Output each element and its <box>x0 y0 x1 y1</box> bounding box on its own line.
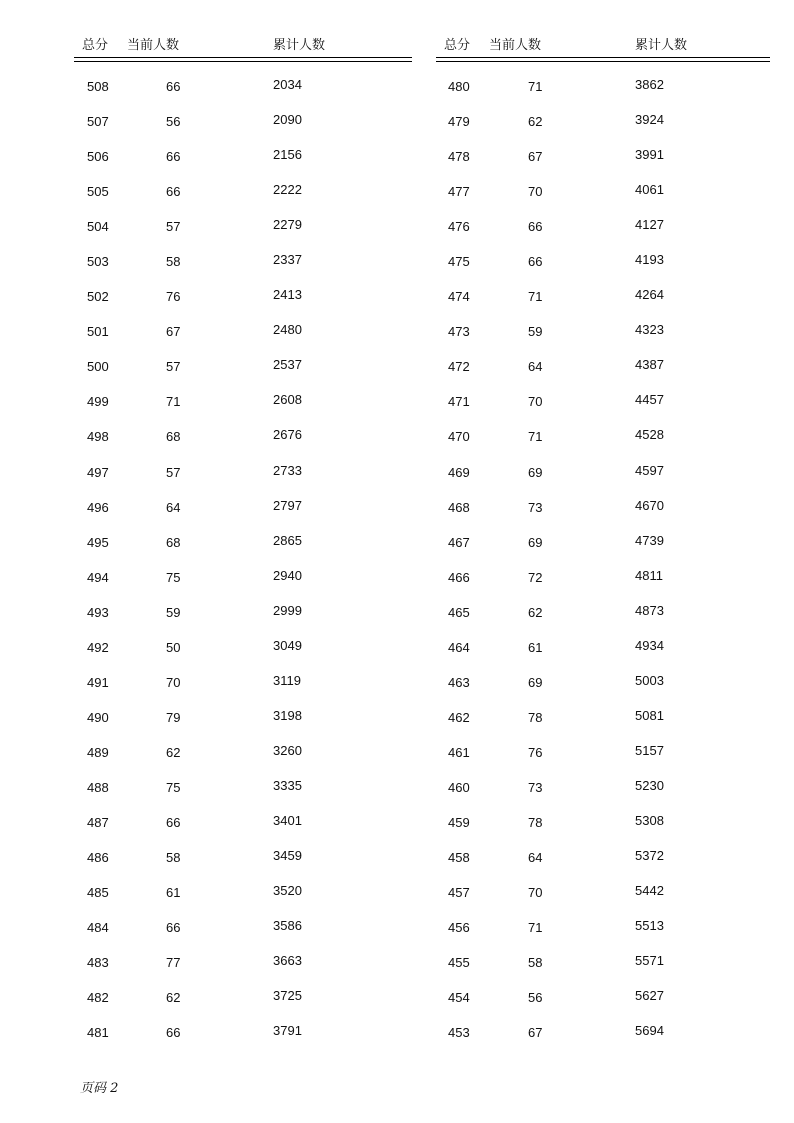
table-row <box>436 288 770 323</box>
table-row <box>74 919 412 954</box>
current-count-cell: 61 <box>166 885 181 901</box>
score-cell: 470 <box>448 429 470 445</box>
cumulative-count-cell: 5308 <box>635 812 664 828</box>
cumulative-count-cell: 4323 <box>635 322 664 338</box>
score-cell: 464 <box>448 639 470 655</box>
current-count-cell: 71 <box>166 394 181 410</box>
score-cell: 469 <box>448 464 470 480</box>
table-row <box>436 919 770 954</box>
current-count-cell: 57 <box>166 359 181 375</box>
current-count-cell: 64 <box>528 850 543 866</box>
cumulative-count-cell: 2034 <box>273 77 302 92</box>
current-count-cell: 75 <box>166 569 181 585</box>
score-cell: 463 <box>448 674 470 690</box>
cumulative-count-cell: 3119 <box>273 672 301 688</box>
score-cell: 498 <box>87 429 109 445</box>
table-row <box>436 534 770 569</box>
table-row <box>74 148 412 183</box>
cumulative-count-cell: 2156 <box>273 147 302 163</box>
score-cell: 505 <box>87 184 109 200</box>
table-row <box>74 954 412 989</box>
score-cell: 488 <box>87 779 109 795</box>
table-row <box>436 1024 770 1059</box>
table-row <box>436 884 770 919</box>
score-cell: 457 <box>448 885 470 901</box>
score-cell: 485 <box>87 885 109 901</box>
table-row <box>74 569 412 604</box>
cumulative-count-cell: 4597 <box>635 462 664 478</box>
cumulative-count-cell: 3198 <box>273 707 302 723</box>
table-row <box>436 779 770 814</box>
current-count-cell: 71 <box>528 79 543 94</box>
score-cell: 456 <box>448 920 470 936</box>
current-count-cell: 71 <box>528 429 543 445</box>
score-cell: 490 <box>87 709 109 725</box>
score-cell: 492 <box>87 639 109 655</box>
score-cell: 508 <box>87 79 109 94</box>
current-count-cell: 56 <box>528 990 543 1006</box>
cumulative-count-cell: 5372 <box>635 848 664 864</box>
current-count-cell: 56 <box>166 114 181 130</box>
current-count-cell: 58 <box>166 850 181 866</box>
page-number: 页码 2 <box>80 1081 119 1096</box>
cumulative-count-cell: 4264 <box>635 287 664 303</box>
current-count-cell: 64 <box>166 499 181 515</box>
current-count-cell: 62 <box>528 604 543 620</box>
score-cell: 462 <box>448 709 470 725</box>
current-count-cell: 70 <box>528 885 543 901</box>
current-count-cell: 67 <box>528 149 543 165</box>
table-row <box>436 148 770 183</box>
cumulative-count-cell: 5230 <box>635 777 664 793</box>
current-count-cell: 72 <box>528 569 543 585</box>
cumulative-count-cell: 4193 <box>635 252 664 268</box>
cumulative-count-cell: 4528 <box>635 427 664 443</box>
cumulative-count-cell: 2480 <box>273 322 302 338</box>
cumulative-count-cell: 5081 <box>635 707 664 723</box>
score-cell: 489 <box>87 744 109 760</box>
score-cell: 499 <box>87 394 109 410</box>
cumulative-count-cell: 2797 <box>273 497 302 513</box>
table-row <box>74 674 412 709</box>
table-row <box>436 849 770 884</box>
table-row <box>436 428 770 463</box>
cumulative-count-cell: 5442 <box>635 883 664 899</box>
cumulative-count-cell: 3725 <box>273 988 302 1004</box>
score-cell: 475 <box>448 254 470 270</box>
current-count-cell: 78 <box>528 814 543 830</box>
score-cell: 507 <box>87 114 109 130</box>
table-row <box>74 849 412 884</box>
table-row <box>74 744 412 779</box>
current-count-cell: 62 <box>166 990 181 1006</box>
score-cell: 497 <box>87 464 109 480</box>
cumulative-count-cell: 5694 <box>635 1023 664 1039</box>
header-rule-bottom <box>436 61 770 62</box>
table-row <box>436 744 770 779</box>
table-row <box>74 253 412 288</box>
table-row <box>436 814 770 849</box>
score-cell: 478 <box>448 149 470 165</box>
score-cell: 504 <box>87 219 109 235</box>
score-cell: 465 <box>448 604 470 620</box>
table-row <box>74 779 412 814</box>
current-count-cell: 75 <box>166 779 181 795</box>
table-body-right <box>436 78 770 1059</box>
score-cell: 453 <box>448 1025 470 1041</box>
score-cell: 500 <box>87 359 109 375</box>
current-count-cell: 50 <box>166 639 181 655</box>
current-count-cell: 57 <box>166 464 181 480</box>
cumulative-count-cell: 4061 <box>635 182 664 198</box>
score-cell: 466 <box>448 569 470 585</box>
table-row <box>74 709 412 744</box>
current-count-cell: 59 <box>528 324 543 340</box>
current-count-cell: 68 <box>166 429 181 445</box>
header-cumulative-count: 累计人数 <box>273 38 326 53</box>
score-cell: 476 <box>448 219 470 235</box>
score-cell: 480 <box>448 79 470 94</box>
score-cell: 459 <box>448 814 470 830</box>
current-count-cell: 66 <box>166 814 181 830</box>
table-row <box>436 604 770 639</box>
current-count-cell: 69 <box>528 534 543 550</box>
current-count-cell: 68 <box>166 534 181 550</box>
score-cell: 477 <box>448 184 470 200</box>
cumulative-count-cell: 4934 <box>635 637 664 653</box>
score-cell: 454 <box>448 990 470 1006</box>
current-count-cell: 79 <box>166 709 181 725</box>
cumulative-count-cell: 3791 <box>273 1023 302 1039</box>
cumulative-count-cell: 5003 <box>635 672 664 688</box>
score-cell: 493 <box>87 604 109 620</box>
cumulative-count-cell: 3520 <box>273 883 302 899</box>
score-cell: 467 <box>448 534 470 550</box>
current-count-cell: 58 <box>528 955 543 971</box>
current-count-cell: 57 <box>166 219 181 235</box>
score-cell: 468 <box>448 499 470 515</box>
score-cell: 473 <box>448 324 470 340</box>
current-count-cell: 73 <box>528 499 543 515</box>
header-rule-bottom <box>74 61 412 62</box>
cumulative-count-cell: 5157 <box>635 742 664 758</box>
table-row <box>436 323 770 358</box>
cumulative-count-cell: 2865 <box>273 532 302 548</box>
cumulative-count-cell: 3260 <box>273 742 302 758</box>
table-row <box>436 674 770 709</box>
table-row <box>74 323 412 358</box>
header-cumulative-count: 累计人数 <box>635 38 688 53</box>
score-cell: 501 <box>87 324 109 340</box>
score-cell: 491 <box>87 674 109 690</box>
header-current-count: 当前人数 <box>489 38 542 53</box>
score-cell: 461 <box>448 744 470 760</box>
score-cell: 496 <box>87 499 109 515</box>
current-count-cell: 70 <box>528 394 543 410</box>
cumulative-count-cell: 3862 <box>635 77 664 92</box>
header-score: 总分 <box>82 38 109 53</box>
score-cell: 458 <box>448 850 470 866</box>
table-row <box>436 639 770 674</box>
table-row <box>74 288 412 323</box>
current-count-cell: 66 <box>166 1025 181 1041</box>
cumulative-count-cell: 3924 <box>635 112 664 128</box>
current-count-cell: 66 <box>166 79 181 94</box>
table-row <box>74 218 412 253</box>
current-count-cell: 76 <box>528 744 543 760</box>
header-score: 总分 <box>444 38 471 53</box>
table-row <box>436 989 770 1024</box>
current-count-cell: 78 <box>528 709 543 725</box>
score-cell: 502 <box>87 289 109 305</box>
cumulative-count-cell: 5513 <box>635 918 664 934</box>
cumulative-count-cell: 4127 <box>635 217 664 233</box>
current-count-cell: 66 <box>166 184 181 200</box>
cumulative-count-cell: 2337 <box>273 252 302 268</box>
current-count-cell: 69 <box>528 674 543 690</box>
cumulative-count-cell: 2940 <box>273 567 302 583</box>
table-row <box>74 814 412 849</box>
table-row <box>74 78 412 113</box>
cumulative-count-cell: 4811 <box>635 567 663 583</box>
table-row <box>436 218 770 253</box>
table-row <box>436 183 770 218</box>
current-count-cell: 70 <box>528 184 543 200</box>
header-rule-top <box>74 57 412 58</box>
table-row <box>74 358 412 393</box>
score-cell: 460 <box>448 779 470 795</box>
score-cell: 484 <box>87 920 109 936</box>
table-row <box>74 884 412 919</box>
current-count-cell: 64 <box>528 359 543 375</box>
score-cell: 494 <box>87 569 109 585</box>
score-cell: 472 <box>448 359 470 375</box>
cumulative-count-cell: 3459 <box>273 848 302 864</box>
table-row <box>74 639 412 674</box>
current-count-cell: 71 <box>528 920 543 936</box>
current-count-cell: 70 <box>166 674 181 690</box>
current-count-cell: 77 <box>166 955 181 971</box>
current-count-cell: 69 <box>528 464 543 480</box>
cumulative-count-cell: 3586 <box>273 918 302 934</box>
cumulative-count-cell: 3049 <box>273 637 302 653</box>
cumulative-count-cell: 2090 <box>273 112 302 128</box>
table-row <box>74 534 412 569</box>
cumulative-count-cell: 5627 <box>635 988 664 1004</box>
table-row <box>436 253 770 288</box>
current-count-cell: 71 <box>528 289 543 305</box>
table-row <box>74 428 412 463</box>
table-row <box>436 358 770 393</box>
table-row <box>436 113 770 148</box>
cumulative-count-cell: 4739 <box>635 532 664 548</box>
cumulative-count-cell: 2222 <box>273 182 302 198</box>
current-count-cell: 66 <box>166 920 181 936</box>
cumulative-count-cell: 4387 <box>635 357 664 373</box>
cumulative-count-cell: 2999 <box>273 602 302 618</box>
score-cell: 482 <box>87 990 109 1006</box>
cumulative-count-cell: 2537 <box>273 357 302 373</box>
current-count-cell: 76 <box>166 289 181 305</box>
header-rule-top <box>436 57 770 58</box>
cumulative-count-cell: 3335 <box>273 777 302 793</box>
current-count-cell: 66 <box>528 254 543 270</box>
score-cell: 506 <box>87 149 109 165</box>
cumulative-count-cell: 2608 <box>273 392 302 408</box>
table-row <box>436 464 770 499</box>
score-cell: 487 <box>87 814 109 830</box>
score-cell: 503 <box>87 254 109 270</box>
table-row <box>436 499 770 534</box>
table-row <box>436 709 770 744</box>
table-row <box>74 499 412 534</box>
current-count-cell: 61 <box>528 639 543 655</box>
cumulative-count-cell: 3991 <box>635 147 664 163</box>
current-count-cell: 67 <box>166 324 181 340</box>
cumulative-count-cell: 4670 <box>635 497 664 513</box>
score-cell: 483 <box>87 955 109 971</box>
cumulative-count-cell: 4457 <box>635 392 664 408</box>
current-count-cell: 67 <box>528 1025 543 1041</box>
table-row <box>74 183 412 218</box>
cumulative-count-cell: 2676 <box>273 427 302 443</box>
table-row <box>436 569 770 604</box>
current-count-cell: 59 <box>166 604 181 620</box>
score-cell: 455 <box>448 955 470 971</box>
current-count-cell: 58 <box>166 254 181 270</box>
table-row <box>436 954 770 989</box>
current-count-cell: 62 <box>166 744 181 760</box>
cumulative-count-cell: 4873 <box>635 602 664 618</box>
table-row <box>74 393 412 428</box>
score-cell: 474 <box>448 289 470 305</box>
cumulative-count-cell: 3401 <box>273 812 302 828</box>
cumulative-count-cell: 2279 <box>273 217 302 233</box>
current-count-cell: 66 <box>166 149 181 165</box>
score-cell: 479 <box>448 114 470 130</box>
table-row <box>74 989 412 1024</box>
header-current-count: 当前人数 <box>127 38 180 53</box>
score-cell: 495 <box>87 534 109 550</box>
table-row <box>74 1024 412 1059</box>
cumulative-count-cell: 5571 <box>635 953 664 969</box>
current-count-cell: 62 <box>528 114 543 130</box>
score-cell: 486 <box>87 850 109 866</box>
score-cell: 481 <box>87 1025 109 1041</box>
cumulative-count-cell: 2733 <box>273 462 302 478</box>
cumulative-count-cell: 3663 <box>273 953 302 969</box>
table-row <box>74 604 412 639</box>
current-count-cell: 66 <box>528 219 543 235</box>
table-row <box>74 113 412 148</box>
current-count-cell: 73 <box>528 779 543 795</box>
cumulative-count-cell: 2413 <box>273 287 302 303</box>
score-cell: 471 <box>448 394 470 410</box>
table-row <box>74 464 412 499</box>
table-body-left <box>74 78 412 1059</box>
table-row <box>436 78 770 113</box>
table-row <box>436 393 770 428</box>
